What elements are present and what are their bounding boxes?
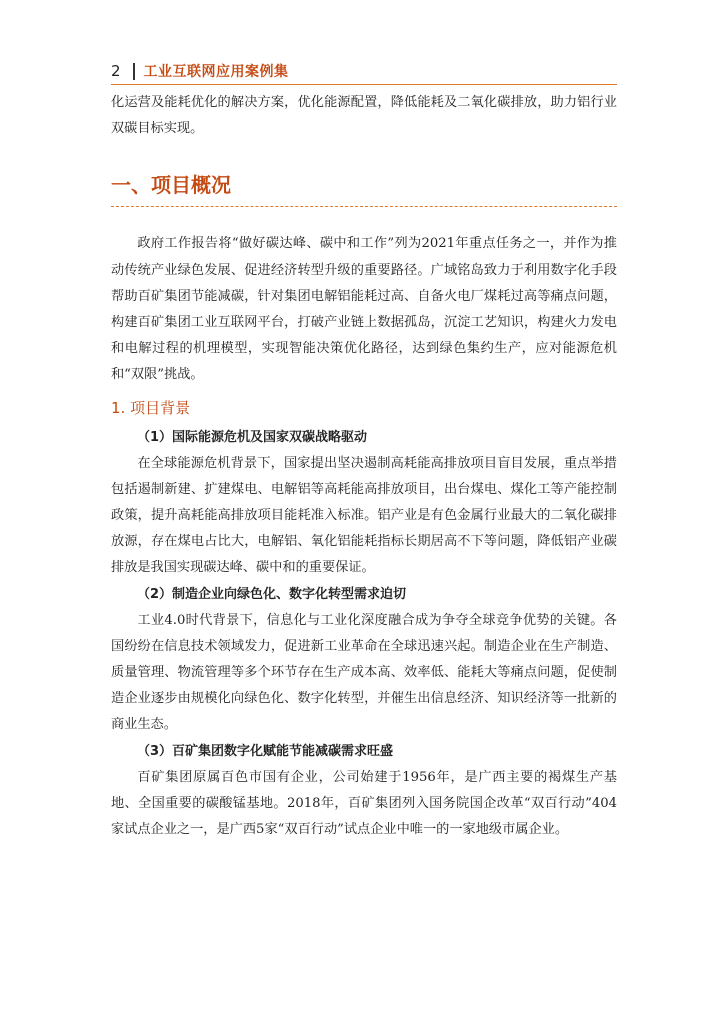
item-paragraph: 在全球能源危机背景下，国家提出坚决遏制高耗能高排放项目盲目发展，重点举措包括遏制新建、扩建煤电、电解铝等高耗能高排放项目，出台煤电、煤化工等产能控制政策，提升高耗能高排放项目能耗准入标准。铝产业是有色金属行业最大的二氧化碳排放源，存在煤电占比大，电解铝、氧化铝能耗指标长期居高不下等问题，降低铝产业碳排放是我国实现碳达峰、碳中和的重要保证。 bbox=[111, 455, 617, 576]
header-rule bbox=[111, 84, 617, 85]
subsection-title: 1. 项目背景 bbox=[111, 398, 191, 417]
section-title: 一、项目概况 bbox=[111, 173, 231, 198]
header-separator bbox=[133, 63, 135, 80]
section-paragraph: 政府工作报告将“做好碳达峰、碳中和工作”列为2021年重点任务之一，并作为推动传统产业绿色发展、促进经济转型升级的重要路径。广域铭岛致力于利用数字化手段帮助百矿集团节能减碳，针对集团电解铝能耗过高、自备火电厂煤耗过高等痛点问题，构建百矿集团工业互联网平台，打破产业链上数据孤岛，沉淀工艺知识，构建火力发电和电解过程的机理模型，实现智能决策优化路径，达到绿色集约生产，应对能源危机和“双限”挑战。 bbox=[111, 236, 617, 383]
section-divider bbox=[111, 206, 617, 207]
page-number: 2 bbox=[111, 62, 121, 80]
item-paragraph: 百矿集团原属百色市国有企业，公司始建于1956年，是广西主要的褐煤生产基地、全国重要的碳酸锰基地。2018年，百矿集团列入国务院国企改革“双百行动”404家试点企业之一，是广西5家“双百行动”试点企业中唯一的一家地级市属企业。 bbox=[111, 769, 617, 838]
item-title: （1）国际能源危机及国家双碳战略驱动 bbox=[137, 429, 368, 445]
item-title: （2）制造企业向绿色化、数字化转型需求迫切 bbox=[137, 586, 407, 602]
item-paragraph: 工业4.0时代背景下，信息化与工业化深度融合成为争夺全球竞争优势的关键。各国纷纷在信息技术领域发力，促进新工业革命在全球迅速兴起。制造企业在生产制造、质量管理、物流管理等多个环节存在生产成本高、效率低、能耗大等痛点问题，促使制造企业逐步由规模化向绿色化、数字化转型，并催生出信息经济、知识经济等一批新的商业生态。 bbox=[111, 612, 617, 733]
running-title: 工业互联网应用案例集 bbox=[143, 64, 289, 80]
item-title: （3）百矿集团数字化赋能节能减碳需求旺盛 bbox=[137, 743, 394, 759]
intro-paragraph: 化运营及能耗优化的解决方案，优化能源配置，降低能耗及二氧化碳排放，助力铝行业双碳目标实现。 bbox=[111, 95, 617, 137]
page-header bbox=[111, 58, 289, 84]
page-body bbox=[111, 90, 617, 843]
